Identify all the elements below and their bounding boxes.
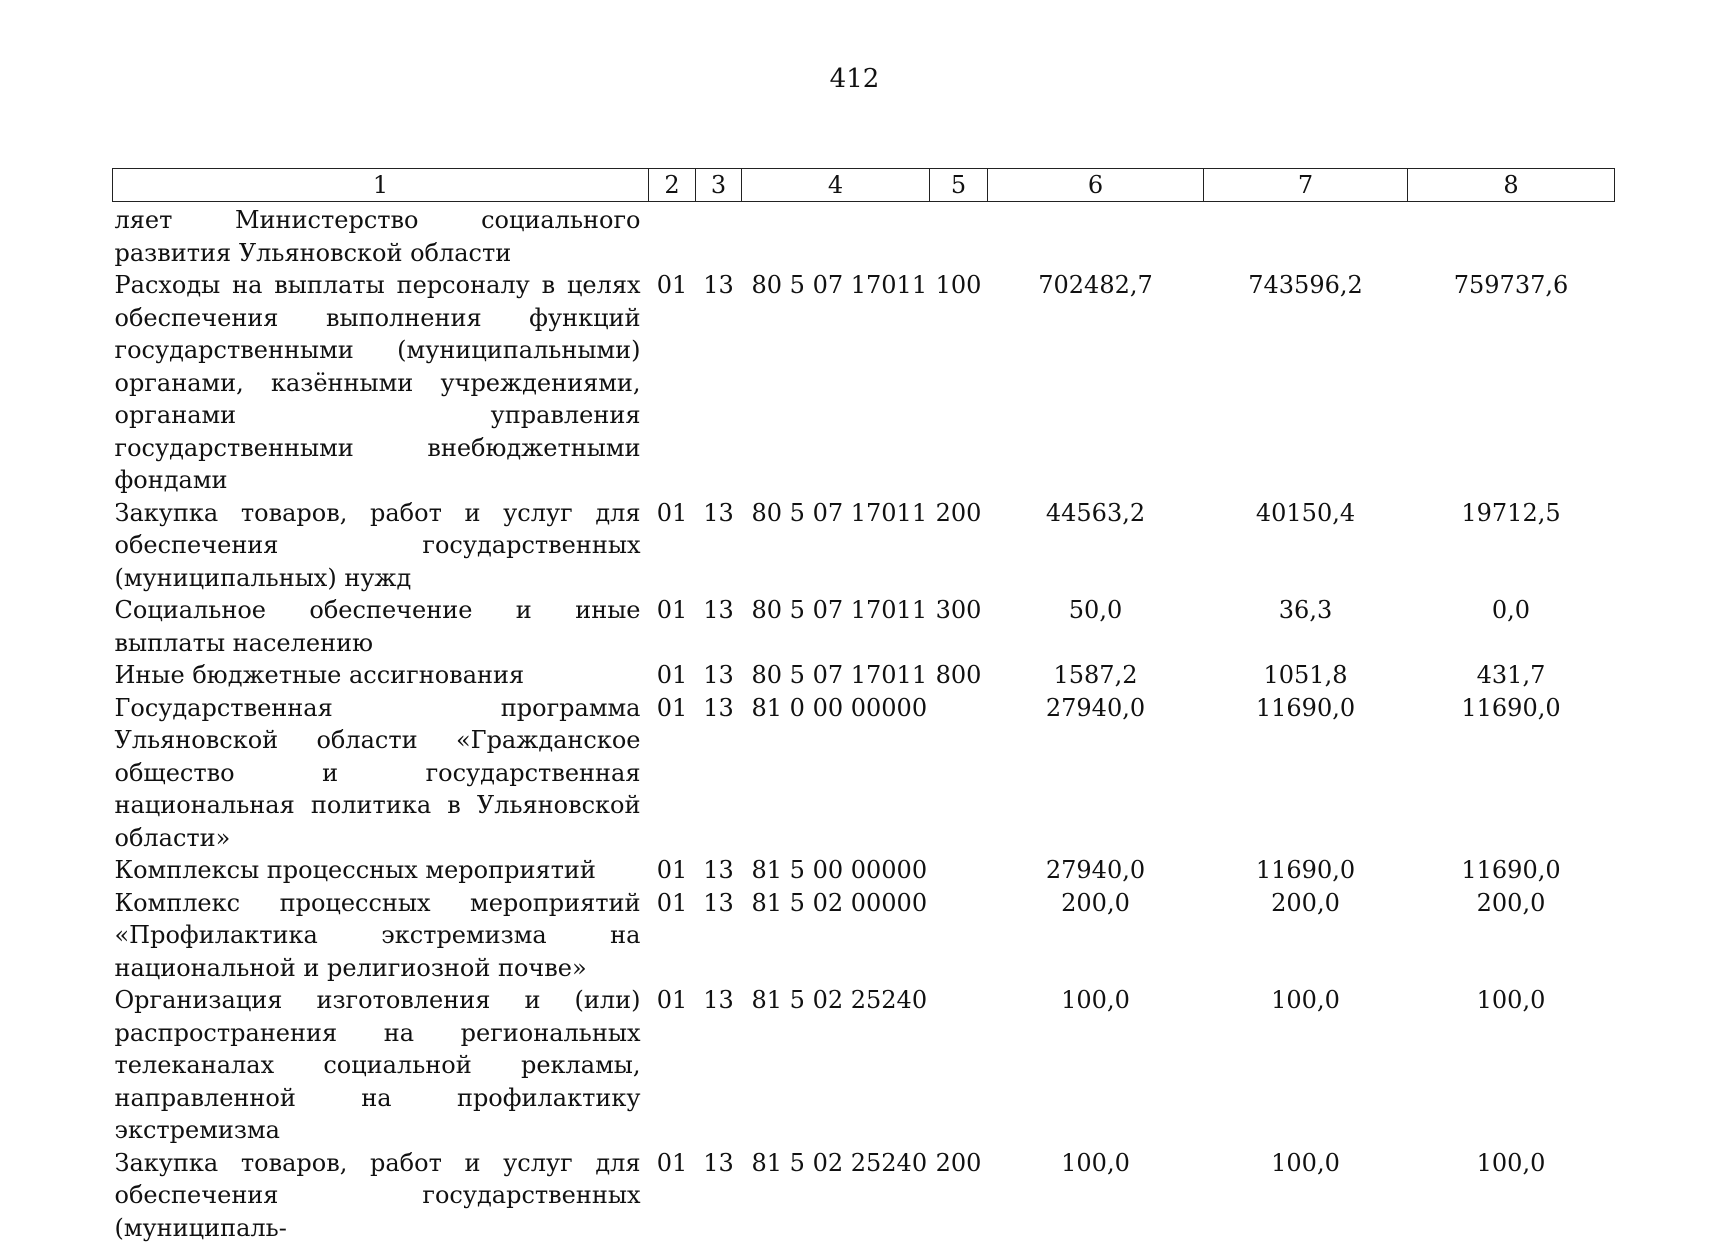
- table-row: [113, 269, 1615, 497]
- row-name: Расходы на выплаты персоналу в целях обеспечения выполнения функций государственными (муниципальными) органами, казёнными учреждениями, органами управления государственными внебюджетными фондами: [113, 269, 649, 497]
- row-target-article: 80 5 07 17011: [742, 594, 930, 659]
- row-amount-1: 44563,2: [988, 497, 1204, 595]
- row-amount-3: 431,7: [1408, 659, 1615, 692]
- row-amount-1: 27940,0: [988, 854, 1204, 887]
- header-col-3: 3: [696, 169, 742, 202]
- row-amount-1: 702482,7: [988, 269, 1204, 497]
- row-expense-type: 800: [930, 659, 988, 692]
- header-col-8: 8: [1408, 169, 1615, 202]
- row-section: 01: [649, 854, 696, 887]
- row-expense-type: 200: [930, 497, 988, 595]
- row-amount-1: 50,0: [988, 594, 1204, 659]
- row-amount-2: 200,0: [1204, 887, 1408, 985]
- row-amount-1: 27940,0: [988, 692, 1204, 855]
- row-target-article: 81 5 02 25240: [742, 1147, 930, 1244]
- row-subsection: 13: [696, 887, 742, 985]
- row-target-article: 80 5 07 17011: [742, 659, 930, 692]
- row-subsection: 13: [696, 1147, 742, 1244]
- table-header: [113, 169, 1615, 202]
- row-subsection: 13: [696, 692, 742, 855]
- header-col-2: 2: [649, 169, 696, 202]
- row-section: [649, 202, 696, 270]
- row-amount-3: 19712,5: [1408, 497, 1615, 595]
- header-col-5: 5: [930, 169, 988, 202]
- row-amount-2: 11690,0: [1204, 854, 1408, 887]
- row-name: Иные бюджетные ассигнования: [113, 659, 649, 692]
- row-name: Закупка товаров, работ и услуг для обеспечения государственных (муниципальных) нужд: [113, 497, 649, 595]
- row-target-article: 81 0 00 00000: [742, 692, 930, 855]
- row-subsection: 13: [696, 269, 742, 497]
- row-expense-type: [930, 854, 988, 887]
- row-section: 01: [649, 269, 696, 497]
- row-target-article: 81 5 00 00000: [742, 854, 930, 887]
- row-subsection: 13: [696, 497, 742, 595]
- row-amount-2: 1051,8: [1204, 659, 1408, 692]
- row-target-article: [742, 202, 930, 270]
- row-amount-3: [1408, 202, 1615, 270]
- row-amount-2: 100,0: [1204, 984, 1408, 1147]
- table-row: [113, 594, 1615, 659]
- row-target-article: 81 5 02 25240: [742, 984, 930, 1147]
- row-target-article: 80 5 07 17011: [742, 269, 930, 497]
- row-section: 01: [649, 497, 696, 595]
- table-row: [113, 854, 1615, 887]
- row-name: Социальное обеспечение и иные выплаты населению: [113, 594, 649, 659]
- row-amount-3: 100,0: [1408, 1147, 1615, 1244]
- table-body: [113, 202, 1615, 1244]
- row-amount-2: 40150,4: [1204, 497, 1408, 595]
- row-subsection: 13: [696, 984, 742, 1147]
- row-expense-type: [930, 984, 988, 1147]
- row-amount-1: 100,0: [988, 984, 1204, 1147]
- table-row: [113, 887, 1615, 985]
- header-row: [113, 169, 1615, 202]
- row-amount-3: 0,0: [1408, 594, 1615, 659]
- row-target-article: 80 5 07 17011: [742, 497, 930, 595]
- row-amount-2: 100,0: [1204, 1147, 1408, 1244]
- table-row: [113, 202, 1615, 270]
- row-expense-type: 100: [930, 269, 988, 497]
- row-amount-2: 11690,0: [1204, 692, 1408, 855]
- table-row: [113, 497, 1615, 595]
- header-col-7: 7: [1204, 169, 1408, 202]
- row-amount-1: 1587,2: [988, 659, 1204, 692]
- row-amount-2: [1204, 202, 1408, 270]
- row-expense-type: [930, 887, 988, 985]
- table-row: [113, 984, 1615, 1147]
- row-name: ляет Министерство социального развития Ульяновской области: [113, 202, 649, 270]
- budget-table: [112, 168, 1615, 1244]
- row-name: Организация изготовления и (или) распространения на региональных телеканалах социальной рекламы, направленной на профилактику экстремизма: [113, 984, 649, 1147]
- page-number: 412: [0, 64, 1709, 94]
- row-amount-1: [988, 202, 1204, 270]
- row-amount-1: 200,0: [988, 887, 1204, 985]
- row-subsection: [696, 202, 742, 270]
- row-section: 01: [649, 984, 696, 1147]
- row-expense-type: [930, 202, 988, 270]
- row-amount-3: 200,0: [1408, 887, 1615, 985]
- row-amount-2: 36,3: [1204, 594, 1408, 659]
- row-amount-2: 743596,2: [1204, 269, 1408, 497]
- row-name: Закупка товаров, работ и услуг для обеспечения государственных (муниципаль-: [113, 1147, 649, 1244]
- row-subsection: 13: [696, 594, 742, 659]
- row-amount-3: 100,0: [1408, 984, 1615, 1147]
- row-subsection: 13: [696, 854, 742, 887]
- row-expense-type: [930, 692, 988, 855]
- row-amount-3: 759737,6: [1408, 269, 1615, 497]
- row-target-article: 81 5 02 00000: [742, 887, 930, 985]
- row-amount-3: 11690,0: [1408, 692, 1615, 855]
- row-expense-type: 300: [930, 594, 988, 659]
- header-col-4: 4: [742, 169, 930, 202]
- table-row: [113, 1147, 1615, 1244]
- row-subsection: 13: [696, 659, 742, 692]
- header-col-1: 1: [113, 169, 649, 202]
- row-name: Государственная программа Ульяновской области «Гражданское общество и государственная национальная политика в Ульяновской области»: [113, 692, 649, 855]
- table-row: [113, 659, 1615, 692]
- row-name: Комплексы процессных мероприятий: [113, 854, 649, 887]
- row-amount-1: 100,0: [988, 1147, 1204, 1244]
- table-row: [113, 692, 1615, 855]
- row-section: 01: [649, 659, 696, 692]
- row-name: Комплекс процессных мероприятий «Профилактика экстремизма на национальной и религиозной почве»: [113, 887, 649, 985]
- row-section: 01: [649, 1147, 696, 1244]
- row-expense-type: 200: [930, 1147, 988, 1244]
- header-col-6: 6: [988, 169, 1204, 202]
- row-section: 01: [649, 887, 696, 985]
- row-section: 01: [649, 692, 696, 855]
- row-section: 01: [649, 594, 696, 659]
- row-amount-3: 11690,0: [1408, 854, 1615, 887]
